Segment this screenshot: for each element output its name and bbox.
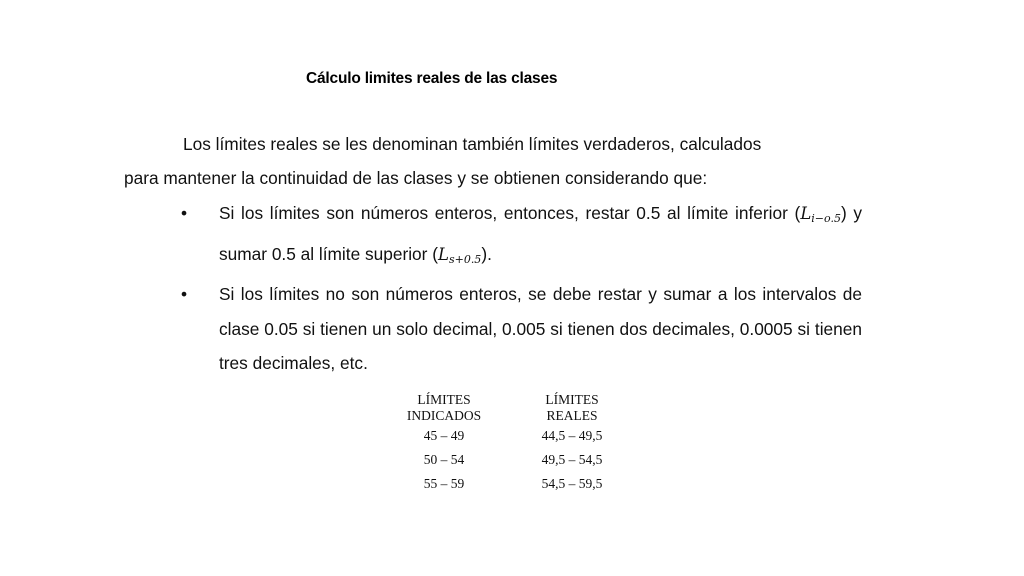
lower-limit-formula: $L_{i-o.5}$ [800, 204, 841, 225]
bullet-1-end-text: ). [481, 243, 492, 264]
bullet-1-text: Si los límites son números enteros, entonces, restar 0.5 al límite inferior [219, 203, 788, 223]
bullet-dot-icon: • [181, 203, 188, 223]
header-real-limits: LÍMITES REALES [545, 392, 599, 423]
upper-limit-formula: $L_{s+0.5}$ [437, 244, 482, 266]
slide-title: Cálculo limites reales de las clases [306, 70, 558, 87]
bullet-2-text: Si los límites no son números enteros, se debe restar y sumar a los intervalos de clase 0.05 si tienen un solo decimal, 0.005 si tienen dos decimales, 0.0005 si tienen tres decimales, etc. [219, 284, 862, 373]
limits-table [396, 392, 612, 496]
bullet-1-mid-text: ) y sumar 0.5 al límite superior ( [219, 203, 863, 264]
real-cell: 54,5 – 59,5 [541, 476, 603, 491]
table-header-row [396, 392, 612, 424]
bullet-item-decimals [124, 277, 862, 381]
table-row [396, 448, 612, 472]
indicated-cell: 55 – 59 [423, 476, 465, 491]
intro-line-1: Los límites reales se les denominan también límites verdaderos, calculados [183, 134, 762, 154]
bullet-dot-icon: • [181, 284, 188, 304]
indicated-cell: 45 – 49 [423, 428, 465, 443]
real-cell: 49,5 – 54,5 [541, 452, 603, 467]
bullet-1-open-paren: ( [794, 203, 801, 223]
table-row [396, 424, 612, 448]
indicated-cell: 50 – 54 [423, 452, 465, 467]
bullet-item-integers [124, 196, 862, 277]
intro-line-2: para mantener la continuidad de las clases y se obtienen considerando que: [124, 168, 708, 188]
header-indicated-limits: LÍMITES INDICADOS [406, 392, 482, 423]
table-row [396, 472, 612, 496]
bullet-list [124, 196, 862, 381]
intro-paragraph [124, 127, 862, 195]
real-cell: 44,5 – 49,5 [541, 428, 603, 443]
